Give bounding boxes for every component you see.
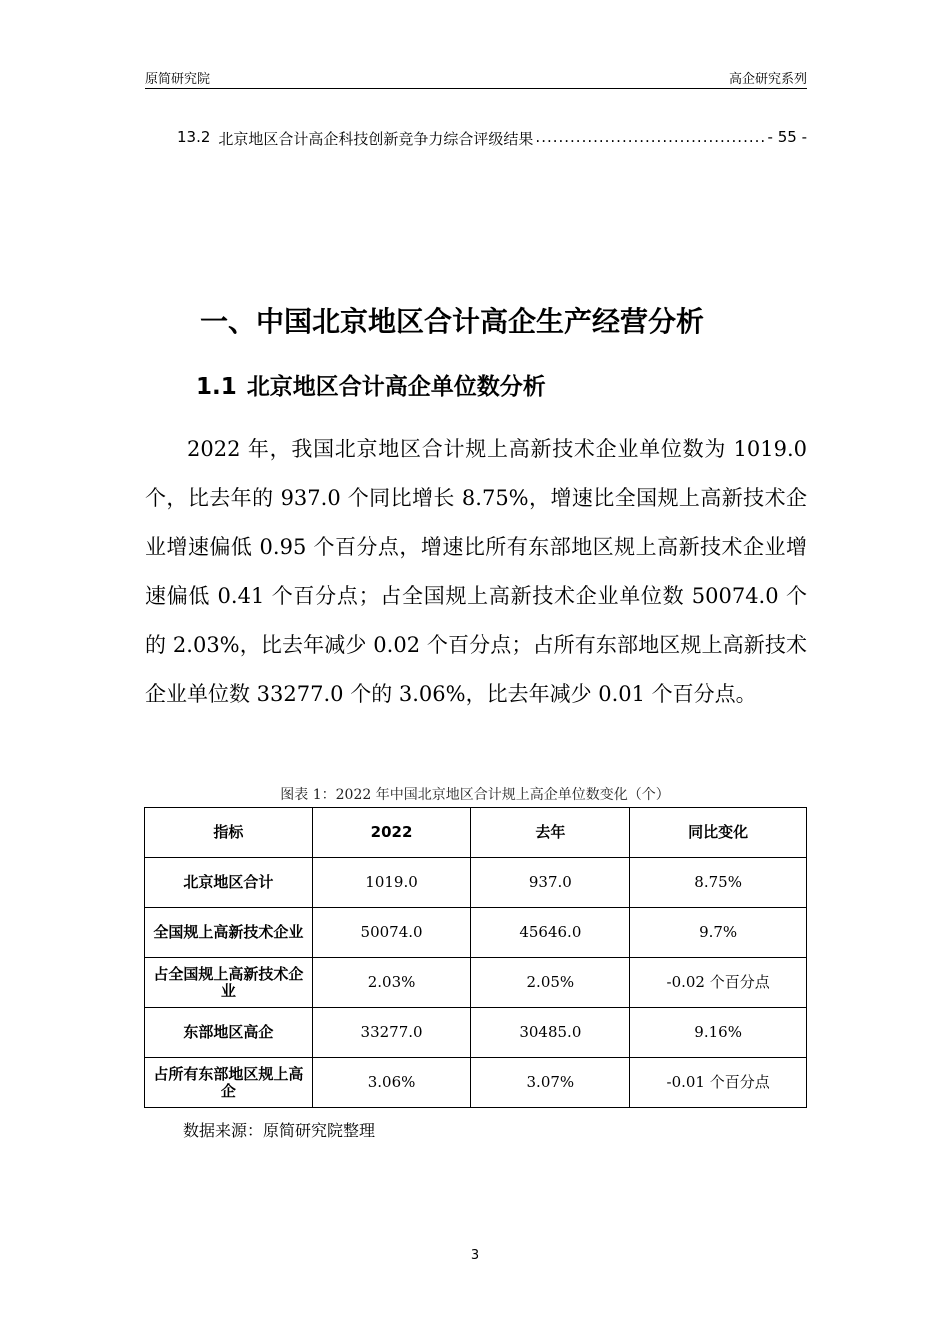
- header-series-name: 高企研究系列: [728, 72, 807, 87]
- table-cell: 3.06%: [312, 1058, 471, 1108]
- data-table: [144, 807, 807, 1108]
- table-row: [145, 1058, 807, 1108]
- row-label: 全国规上高新技术企业: [145, 908, 313, 958]
- table-cell: 1019.0: [312, 858, 471, 908]
- section-heading: 一、中国北京地区合计高企生产经营分析: [200, 305, 705, 338]
- table-row: [145, 908, 807, 958]
- table-cell: 2.05%: [471, 958, 630, 1008]
- toc-entry-title: 北京地区合计高企科技创新竞争力综合评级结果: [218, 130, 534, 148]
- table-cell: 50074.0: [312, 908, 471, 958]
- table-cell: 8.75%: [630, 858, 807, 908]
- table-header-row: [145, 808, 807, 858]
- table-cell: 45646.0: [471, 908, 630, 958]
- toc-entry[interactable]: [177, 128, 807, 149]
- row-label: 占全国规上高新技术企业: [145, 958, 313, 1008]
- subsection-title: 北京地区合计高企单位数分析: [246, 374, 546, 400]
- table-row: [145, 958, 807, 1008]
- toc-entry-page: - 55 -: [767, 128, 807, 146]
- row-label: 北京地区合计: [145, 858, 313, 908]
- table-cell: -0.01 个百分点: [630, 1058, 807, 1108]
- column-header: 指标: [145, 808, 313, 858]
- column-header: 同比变化: [630, 808, 807, 858]
- column-header: 2022: [312, 808, 471, 858]
- header-org-name: 原简研究院: [145, 72, 211, 87]
- table-cell: 937.0: [471, 858, 630, 908]
- data-source-note: 数据来源：原简研究院整理: [183, 1121, 376, 1140]
- table-cell: 33277.0: [312, 1008, 471, 1058]
- table-cell: 30485.0: [471, 1008, 630, 1058]
- table-cell: 9.16%: [630, 1008, 807, 1058]
- page-number: 3: [470, 1248, 480, 1263]
- toc-entry-number: 13.2: [177, 128, 211, 146]
- table-cell: -0.02 个百分点: [630, 958, 807, 1008]
- page-header: [145, 66, 807, 89]
- subsection-number: 1.1: [196, 374, 237, 400]
- table-cell: 9.7%: [630, 908, 807, 958]
- toc-leader-dots: [535, 128, 765, 149]
- table-row: [145, 1008, 807, 1058]
- table-cell: 3.07%: [471, 1058, 630, 1108]
- row-label: 东部地区高企: [145, 1008, 313, 1058]
- subsection-heading: [196, 368, 546, 401]
- body-paragraph: 2022 年，我国北京地区合计规上高新技术企业单位数为 1019.0 个，比去年的 937.0 个同比增长 8.75%，增速比全国规上高新技术企业增速偏低 0.95 个百分点，增速比所有东部地区规上高新技术企业增速偏低 0.41 个百分点；占全国规上高新技术企业单位数 50074.0 个的 2.03%，比去年减少 0.02 个百分点；占所有东部地区规上高新技术企业单位数 33277.0 个的 3.06%，比去年减少 0.01 个百分点。: [145, 437, 807, 706]
- table-row: [145, 858, 807, 908]
- column-header: 去年: [471, 808, 630, 858]
- table-cell: 2.03%: [312, 958, 471, 1008]
- table-caption: 图表 1：2022 年中国北京地区合计规上高企单位数变化（个）: [280, 787, 670, 803]
- row-label: 占所有东部地区规上高企: [145, 1058, 313, 1108]
